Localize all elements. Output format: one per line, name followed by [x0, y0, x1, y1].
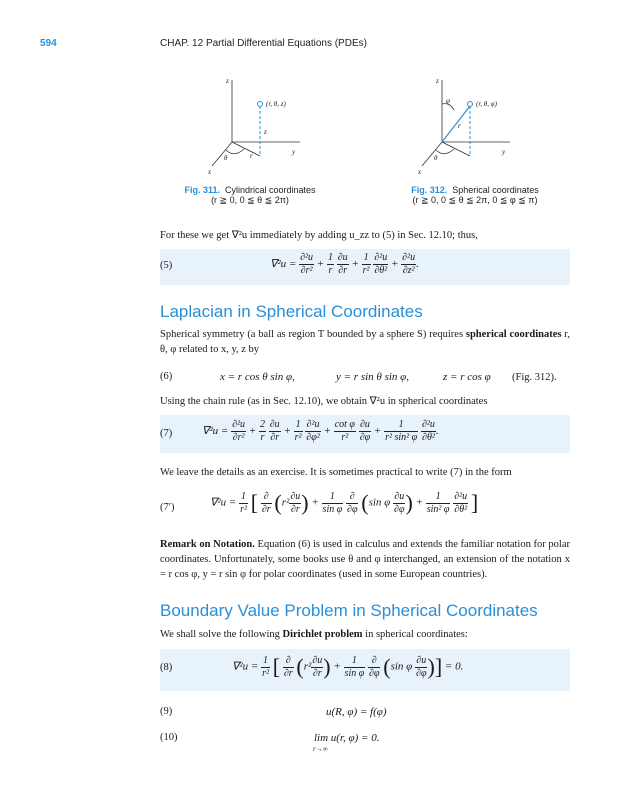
fig311-label: Fig. 311.: [184, 185, 220, 195]
z-segment-label: z: [264, 128, 267, 136]
phi-label: φ: [446, 97, 450, 105]
term-uthth2: $\frac{\text{∂²u}}{\text{∂θ²}}$: [374, 252, 388, 276]
equation-6-number: (6): [160, 371, 173, 382]
sin2-phi: $\frac{1}{\text{sin² φ}}$: [426, 490, 450, 515]
axis-z-label: z: [226, 77, 229, 85]
equation-6-x: x = r cos θ sin φ,: [220, 371, 295, 383]
axis-x-label: x: [208, 168, 212, 176]
term-ur: $\frac{\partial u}{\partial r}$: [269, 419, 280, 443]
dirichlet-text-a: We shall solve the following: [160, 629, 283, 640]
equation-6-y: y = r sin θ sin φ,: [336, 371, 409, 383]
theta-arc: [436, 149, 454, 154]
point-marker: [258, 102, 263, 107]
equation-8-lhs: ∇²u =: [232, 660, 259, 673]
equation-8-number: (8): [160, 662, 173, 673]
term-sin2: $\frac{1}{\text{r² sin² φ}}$: [385, 419, 418, 443]
equation-9-number: (9): [160, 706, 173, 717]
point-marker: [468, 102, 473, 107]
fig311-title: Cylindrical coordinates: [225, 185, 316, 195]
d-dr: $\frac{\partial}{\partial r}$: [261, 490, 271, 515]
r-label: r: [458, 122, 461, 130]
equation-5-number: (5): [160, 260, 173, 271]
theta-label: θ: [434, 154, 438, 162]
d-dr: $\frac{\partial}{\partial r}$: [283, 654, 293, 679]
equation-7: ∇²u = $\frac{\text{∂²u}}{\text{∂r²}}$ + $\frac{2}{r}$ $\frac{\partial u}{\partial r}$ + $\frac{1}{\text{r²}}$ $\frac{\text{∂²u}}{\text{∂φ²}}$ + $\frac{\text{cot φ}}{\text{r²}}$ $\frac{\partial u}{\partial\varphi}$ + $\frac{1}{\text{r² sin² φ}}$ $\frac{\text{∂²u}}{\text{∂θ²}}$ .: [202, 419, 439, 443]
theta-label: θ: [224, 154, 228, 162]
intro-paragraph: For these we get ∇²u immediately by adding u_zz to (5) in Sec. 12.10; thus,: [160, 230, 478, 241]
radius-line: [442, 106, 470, 142]
term-cot: $\frac{\text{cot φ}}{\text{r²}}$: [334, 419, 355, 443]
fig312-label: Fig. 312.: [411, 185, 448, 195]
equation-5: ∇²u = $\frac{\text{∂²u}}{\text{∂r²}}$ + $\frac{1}{r}$ $\frac{\partial u}{\partial r}$ + $\frac{1}{\text{r²}}$ $\frac{\text{∂²u}}{\text{∂θ²}}$ + $\frac{\text{∂²u}}{\text{∂z²}}$ .: [270, 252, 419, 276]
equation-8: ∇²u = $\frac{1}{\text{r²}}$ [ $\frac{\partial}{\partial r}$ (r² $\frac{\partial u}{\partial r}$ ) + $\frac{1}{\text{sin φ}}$ $\frac{\partial}{\partial\varphi}$ (sin φ $\frac{\partial u}{\partial\varphi}$ )] = 0.: [232, 654, 464, 679]
term-uthth: $\frac{1}{\text{r²}}$: [362, 252, 370, 276]
remark-paragraph: [160, 537, 570, 582]
spherical-coordinates-figure: [400, 72, 530, 184]
equation-6-z: z = r cos φ: [443, 371, 491, 383]
page-number: 594: [40, 38, 57, 49]
term-uphi: $\frac{\partial u}{\partial\varphi}$: [359, 419, 371, 443]
fig312-range: (r ≧ 0, 0 ≦ θ ≦ 2π, 0 ≦ φ ≦ π): [412, 195, 538, 205]
equation-8-rhs: = 0.: [444, 660, 464, 673]
term-uthth: $\frac{\text{∂²u}}{\text{∂θ²}}$: [421, 419, 435, 443]
term-urr: $\frac{\text{∂²u}}{\text{∂r²}}$: [300, 252, 314, 276]
equation-6-ref: (Fig. 312).: [512, 372, 557, 383]
symmetry-paragraph: [160, 327, 570, 357]
dirichlet-text-b: in spherical coordinates:: [362, 629, 468, 640]
x-axis: [212, 142, 232, 166]
remark-text: Equation (6) is used in calculus and extends the familiar notation for polar coordinates. Unfortunately, some books use θ and φ interchanged, an extension of the notation x = r cos φ, y = r sin φ for polar coordinates (used in some European countries).: [160, 539, 570, 580]
equation-5-lhs: ∇²u =: [270, 258, 297, 271]
symmetry-text-a: Spherical symmetry (a ball as region T bounded by a sphere S) requires: [160, 329, 466, 340]
d-dphi: $\frac{\partial}{\partial\varphi}$: [347, 490, 358, 515]
ur: $\frac{\partial u}{\partial r}$: [312, 654, 323, 679]
equation-9: u(R, φ) = f(φ): [326, 706, 387, 718]
term-urr: $\frac{\text{∂²u}}{\text{∂r²}}$: [232, 419, 246, 443]
uphi: $\frac{\partial u}{\partial\varphi}$: [394, 490, 405, 515]
fig311-range: (r ≧ 0, 0 ≦ θ ≦ 2π): [211, 195, 289, 205]
equation-7-number: (7): [160, 428, 173, 439]
equation-7prime: ∇²u = $\frac{1}{\text{r²}}$ [ $\frac{\partial}{\partial r}$ (r² $\frac{\partial u}{\partial r}$ ) + $\frac{1}{\text{sin φ}}$ $\frac{\partial}{\partial\varphi}$ (sin φ $\frac{\partial u}{\partial\varphi}$ ) + $\frac{1}{\text{sin² φ}}$ $\frac{\text{∂²u}}{\text{∂θ²}}$ ]: [210, 490, 479, 515]
point-label: (r, θ, φ): [476, 100, 497, 108]
equation-10-number: (10): [160, 732, 178, 743]
equation-10: lim u(r, φ) = 0.: [314, 732, 380, 744]
equation-7prime-number: (7′): [160, 502, 175, 513]
theta-arc: [226, 149, 244, 154]
fig312-title: Spherical coordinates: [452, 185, 539, 195]
equation-7prime-lhs: ∇²u =: [210, 496, 237, 509]
sin-phi: $\frac{1}{\text{sin φ}}$: [344, 654, 365, 679]
chain-rule-paragraph: Using the chain rule (as in Sec. 12.10), we obtain ∇²u in spherical coordinates: [160, 396, 488, 407]
factor-1r2: $\frac{1}{\text{r²}}$: [262, 654, 269, 679]
axis-x-label: x: [418, 168, 422, 176]
dirichlet-paragraph: [160, 627, 570, 642]
fig311-caption: [150, 185, 350, 206]
term-2r: $\frac{2}{r}$: [259, 419, 265, 443]
section-title-laplacian: Laplacian in Spherical Coordinates: [160, 302, 423, 321]
point-label: (r, θ, z): [266, 100, 286, 108]
axis-z-label: z: [436, 77, 439, 85]
r-label: r: [250, 152, 253, 160]
factor-1r2: $\frac{1}{\text{r²}}$: [240, 490, 247, 515]
cylindrical-coordinates-figure: [190, 72, 320, 184]
section-title-boundary: Boundary Value Problem in Spherical Coordinates: [160, 601, 538, 620]
equation-10-limit-sub: r→∞: [313, 745, 328, 753]
ur: $\frac{\partial u}{\partial r}$: [290, 490, 301, 515]
axis-y-label: y: [502, 148, 506, 156]
uphi: $\frac{\partial u}{\partial\varphi}$: [416, 654, 427, 679]
exercise-paragraph: We leave the details as an exercise. It is sometimes practical to write (7) in the form: [160, 467, 512, 478]
symmetry-text-b: r, θ, φ related to x, y, z by: [160, 329, 570, 355]
symmetry-bold: spherical coordinates: [465, 329, 562, 340]
uthth: $\frac{\text{∂²u}}{\text{∂θ²}}$: [454, 490, 468, 515]
equation-7-lhs: ∇²u =: [202, 425, 229, 438]
term-uzz: $\frac{\text{∂²u}}{\text{∂z²}}$: [402, 252, 416, 276]
sin-phi: $\frac{1}{\text{sin φ}}$: [322, 490, 343, 515]
x-axis: [422, 142, 442, 166]
running-header: CHAP. 12 Partial Differential Equations (PDEs): [160, 38, 367, 49]
dirichlet-bold: Dirichlet problem: [282, 629, 363, 640]
term-1r2: $\frac{1}{\text{r²}}$: [294, 419, 302, 443]
d-dphi: $\frac{\partial}{\partial\varphi}$: [369, 654, 380, 679]
fig312-caption: [375, 185, 575, 206]
term-ur: $\frac{1}{r}$: [327, 252, 333, 276]
remark-heading: Remark on Notation.: [160, 539, 255, 550]
axis-y-label: y: [292, 148, 296, 156]
term-ur2: $\frac{\partial u}{\partial r}$: [337, 252, 348, 276]
term-uphiphi: $\frac{\text{∂²u}}{\text{∂φ²}}$: [306, 419, 320, 443]
